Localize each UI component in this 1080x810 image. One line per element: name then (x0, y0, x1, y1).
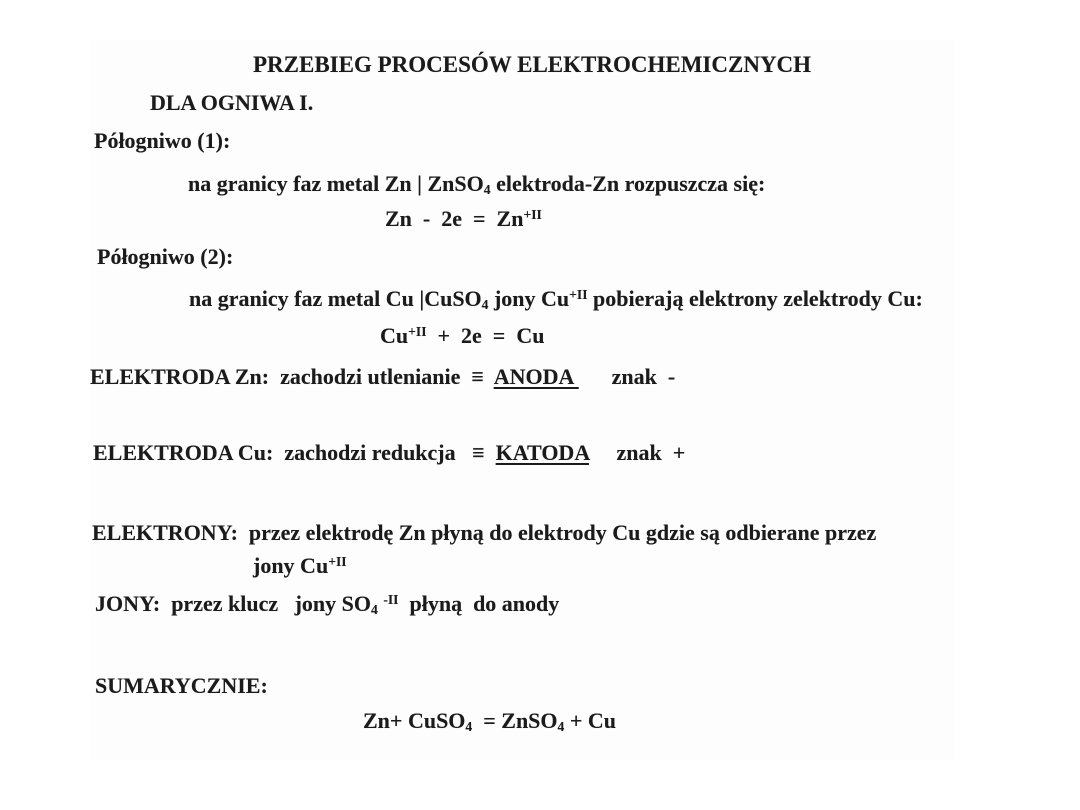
ions-line: JONY: przez klucz jony SO4 $^{-II}$ płyną do anody (95, 591, 560, 617)
half-cell-1-description: na granicy faz metal Zn | ZnSO4 elektroda-Zn rozpuszcza się: (188, 171, 766, 197)
half-cell-2-label: Półogniwo (2): (97, 244, 234, 269)
summary-label: SUMARYCZNIE: (95, 673, 268, 698)
half-cell-2-equation: $Cu^{+II} + 2e = Cu$ (380, 323, 545, 348)
electrode-cu-line: ELEKTRODA Cu: zachodzi redukcja ≡ KATODA znak + (93, 440, 686, 465)
electrons-line-1: ELEKTRONY: przez elektrodę Zn płyną do elektrody Cu gdzie są odbierane przez (92, 520, 877, 545)
summary-equation: Zn+ CuSO4 = ZnSO4 + Cu (363, 708, 617, 734)
electrode-zn-line: ELEKTRODA Zn: zachodzi utlenianie ≡ ANODA znak - (90, 364, 676, 389)
document-title: PRZEBIEG PROCESÓW ELEKTROCHEMICZNYCH (253, 52, 812, 77)
half-cell-1-label: Półogniwo (1): (94, 128, 231, 153)
cell-heading: DLA OGNIWA I. (150, 90, 314, 115)
electrons-line-2: jony $Cu^{+II}$ (253, 553, 347, 578)
half-cell-2-description: na granicy faz metal Cu |CuSO4 jony $Cu^{+II}$ pobierają elektrony zelektrody Cu: (189, 286, 923, 312)
half-cell-1-equation: $Zn - 2e = Zn^{+II}$ (385, 206, 542, 231)
